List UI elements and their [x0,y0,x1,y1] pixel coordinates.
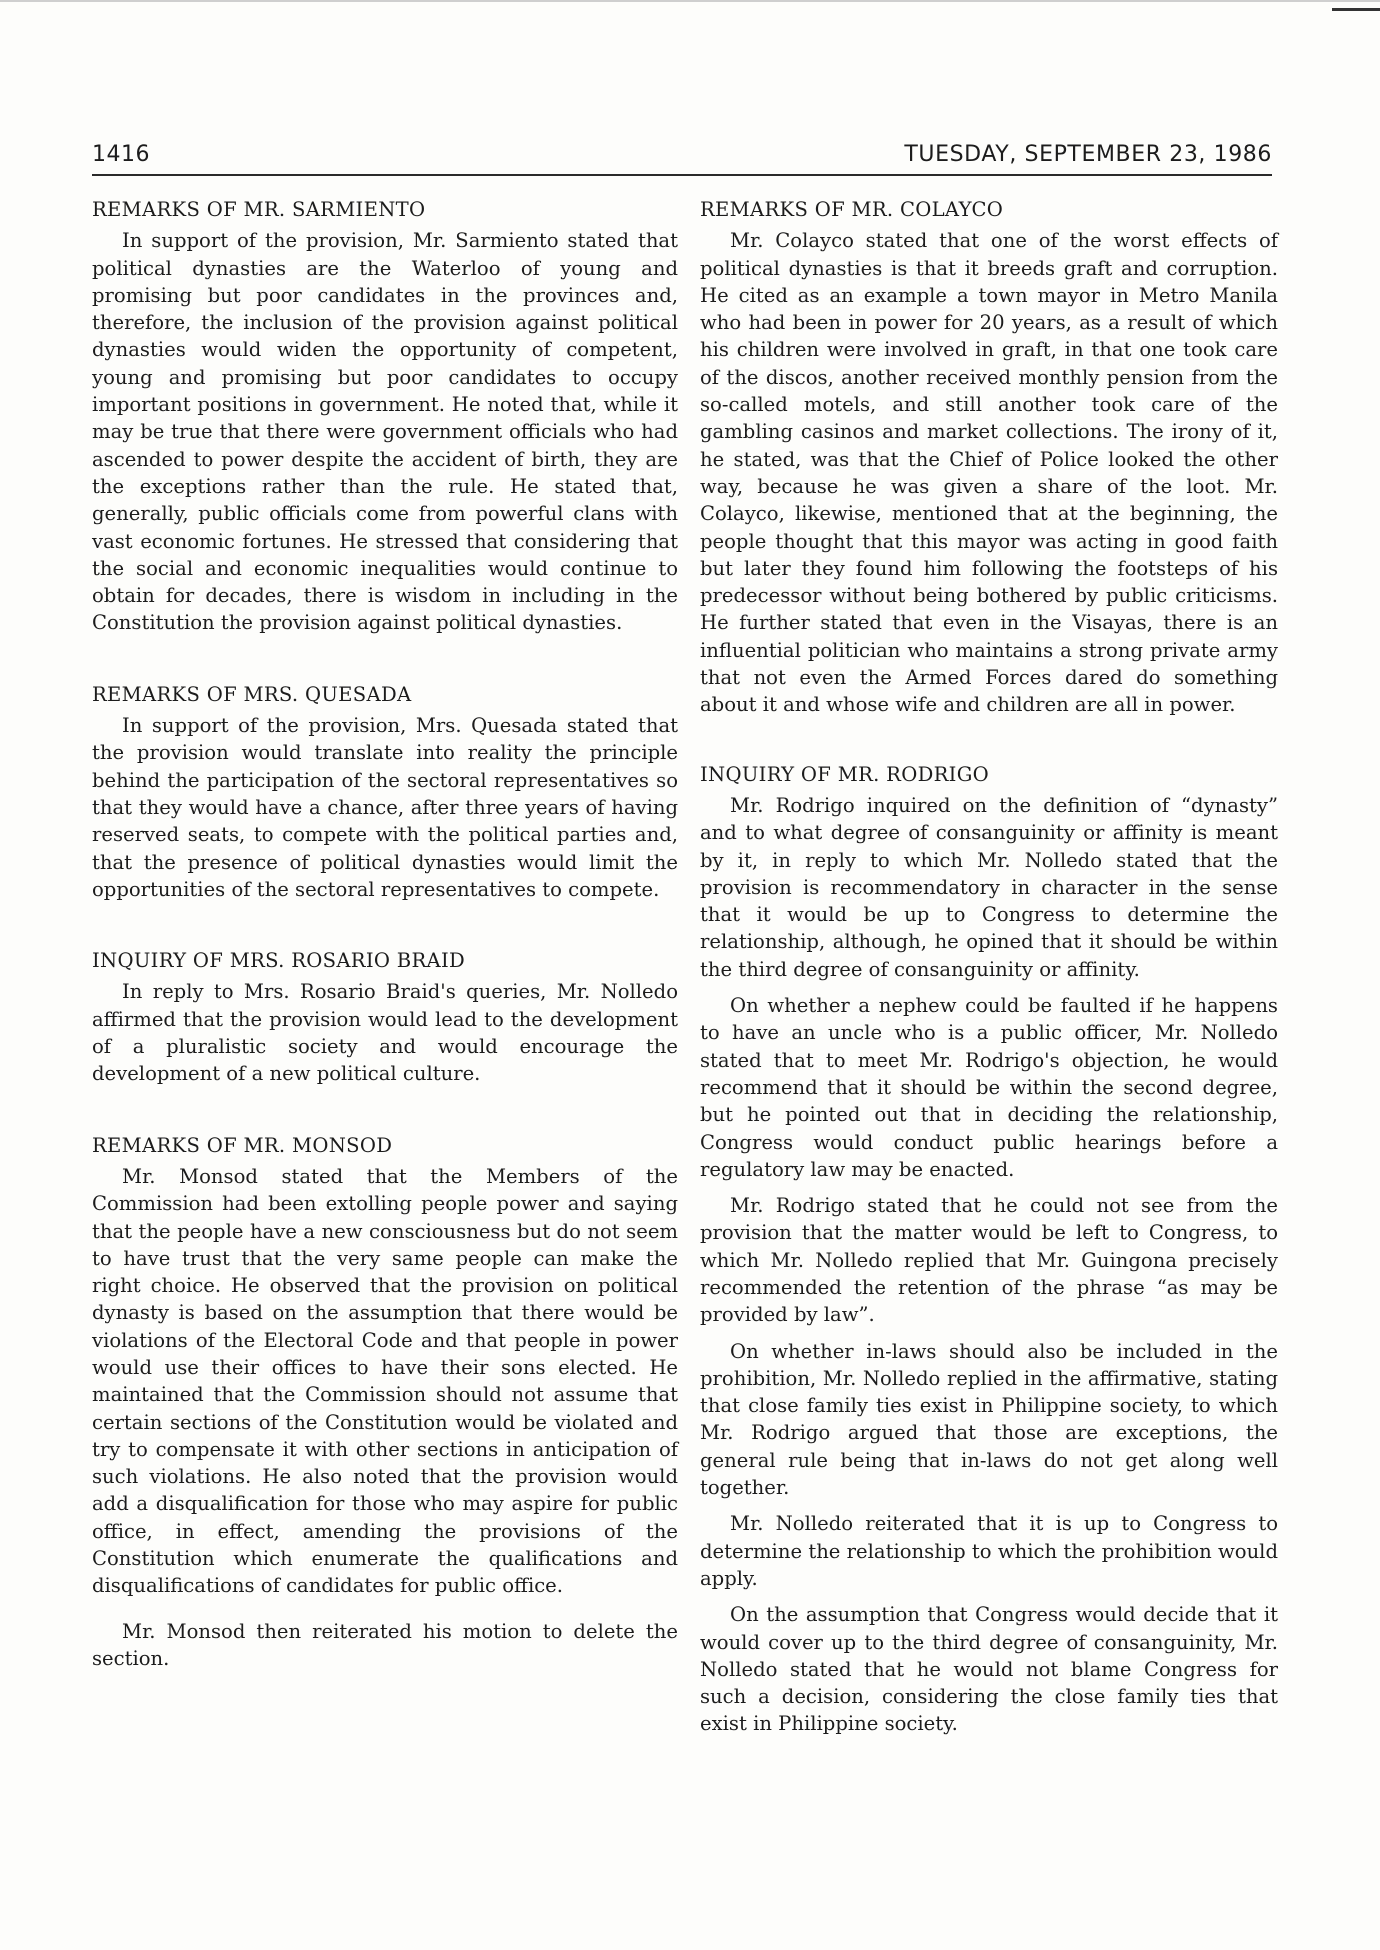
section-heading: REMARKS OF MRS. QUESADA [92,682,412,706]
top-edge-rule [0,0,1380,2]
paragraph: On whether in-laws should also be included in the prohibition, Mr. Nolledo replied in the affirmative, stating that close family ties exist in Philippine society, to which Mr. Rodrigo argued that those are exceptions, the general rule being that in-laws do not get along well together. [700,1339,1278,1500]
section-remarks-quesada [92,681,678,903]
right-column [700,196,1278,1738]
section-heading: REMARKS OF MR. COLAYCO [700,198,1004,221]
left-column [92,196,678,1672]
corner-scan-mark [1332,8,1380,11]
issue-date: TUESDAY, SEPTEMBER 23, 1986 [904,142,1272,167]
page-header [92,142,1272,178]
paragraph: Mr. Nolledo reiterated that it is up to Congress to determine the relationship to which the prohibition would apply. [700,1512,1278,1590]
paragraph: In support of the provision, Mrs. Quesada stated that the provision would translate into reality the principle behind the participation of the sectoral representatives so that they would have a chance, after three years of having reserved seats, to compete with the political parties and, that the presence of political dynasties would limit the opportunities of the sectoral representatives to compete. [92,714,678,901]
paragraph: Mr. Monsod stated that the Members of the Commission had been extolling people power and saying that the people have a new consciousness but do not seem to have trust that the very same people can make the right choice. He observed that the provision on political dynasty is based on the assumption that there would be violations of the Electoral Code and that people in power would use their offices to have their sons elected. He maintained that the Commission should not assume that certain sections of the Constitution would be violated and try to compensate it with other sections in anticipation of such violations. He also noted that the provision would add a disqualification for those who may aspire for public office, in effect, amending the provisions of the Constitution which enumerate the qualifications and disqualifications of candidates for public office. [92,1164,678,1598]
section-heading: INQUIRY OF MR. RODRIGO [700,762,990,786]
paragraph: In reply to Mrs. Rosario Braid's queries, Mr. Nolledo affirmed that the provision would lead to the development of a pluralistic society and would encourage the development of a new political culture. [92,980,678,1086]
paragraph: Mr. Monsod then reiterated his motion to delete the section. [92,1619,678,1670]
page-number: 1416 [92,142,150,167]
paragraph: On whether a nephew could be faulted if he happens to have an uncle who is a public officer, Mr. Nolledo stated that to meet Mr. Rodrigo's objection, he would recommend that it should be within the second degree, but he pointed out that in deciding the relationship, Congress would conduct public hearings before a regulatory law may be enacted. [700,994,1278,1181]
section-heading: REMARKS OF MR. MONSOD [92,1133,393,1157]
section-remarks-colayco [700,196,1278,719]
header-rule [92,174,1272,176]
paragraph: In support of the provision, Mr. Sarmiento stated that political dynasties are the Waterloo of young and promising but poor candidates in the provinces and, therefore, the inclusion of the provision against political dynasties would widen the opportunity of competent, young and promising but poor candidates to occupy important positions in government. He noted that, while it may be true that there were government officials who had ascended to power despite the accident of birth, they are the exceptions rather than the rule. He stated that, generally, public officials come from powerful clans with vast economic fortunes. He stressed that considering that the social and economic inequalities would continue to obtain for decades, there is wisdom in including in the Constitution the provision against political dynasties. [92,229,678,635]
section-inquiry-rosario-braid [92,947,678,1087]
section-remarks-monsod [92,1132,678,1673]
section-remarks-sarmiento [92,196,678,637]
paragraph: Mr. Colayco stated that one of the worst effects of political dynasties is that it breeds graft and corruption. He cited as an example a town mayor in Metro Manila who had been in power for 20 years, as a result of which his children were involved in graft, in that one took care of the discos, another received monthly pension from the so-called motels, and still another took care of the gambling casinos and market collections. The irony of it, he stated, was that the Chief of Police looked the other way, because he was given a share of the loot. Mr. Colayco, likewise, mentioned that at the beginning, the people thought that this mayor was acting in good faith but later they found him following the footsteps of his predecessor without being bothered by public criticisms. He further stated that even in the Visayas, there is an influential politician who maintains a strong private army that not even the Armed Forces dared do something about it and whose wife and children are all in power. [700,229,1278,717]
section-heading: REMARKS OF MR. SARMIENTO [92,198,426,221]
paragraph: Mr. Rodrigo stated that he could not see from the provision that the matter would be left to Congress, to which Mr. Nolledo replied that Mr. Guingona precisely recommended the retention of the phrase “as may be provided by law”. [700,1194,1278,1327]
section-inquiry-rodrigo [700,761,1278,1738]
paragraph: On the assumption that Congress would decide that it would cover up to the third degree of consanguinity, Mr. Nolledo stated that he would not blame Congress for such a decision, considering the close family ties that exist in Philippine society. [700,1603,1278,1736]
section-heading: INQUIRY OF MRS. ROSARIO BRAID [92,949,466,973]
paragraph: Mr. Rodrigo inquired on the definition of “dynasty” and to what degree of consanguinity or affinity is meant by it, in reply to which Mr. Nolledo stated that the provision is recommendatory in character in the sense that it would be up to Congress to determine the relationship, although, he opined that it should be within the third degree of consanguinity or affinity. [700,793,1278,981]
